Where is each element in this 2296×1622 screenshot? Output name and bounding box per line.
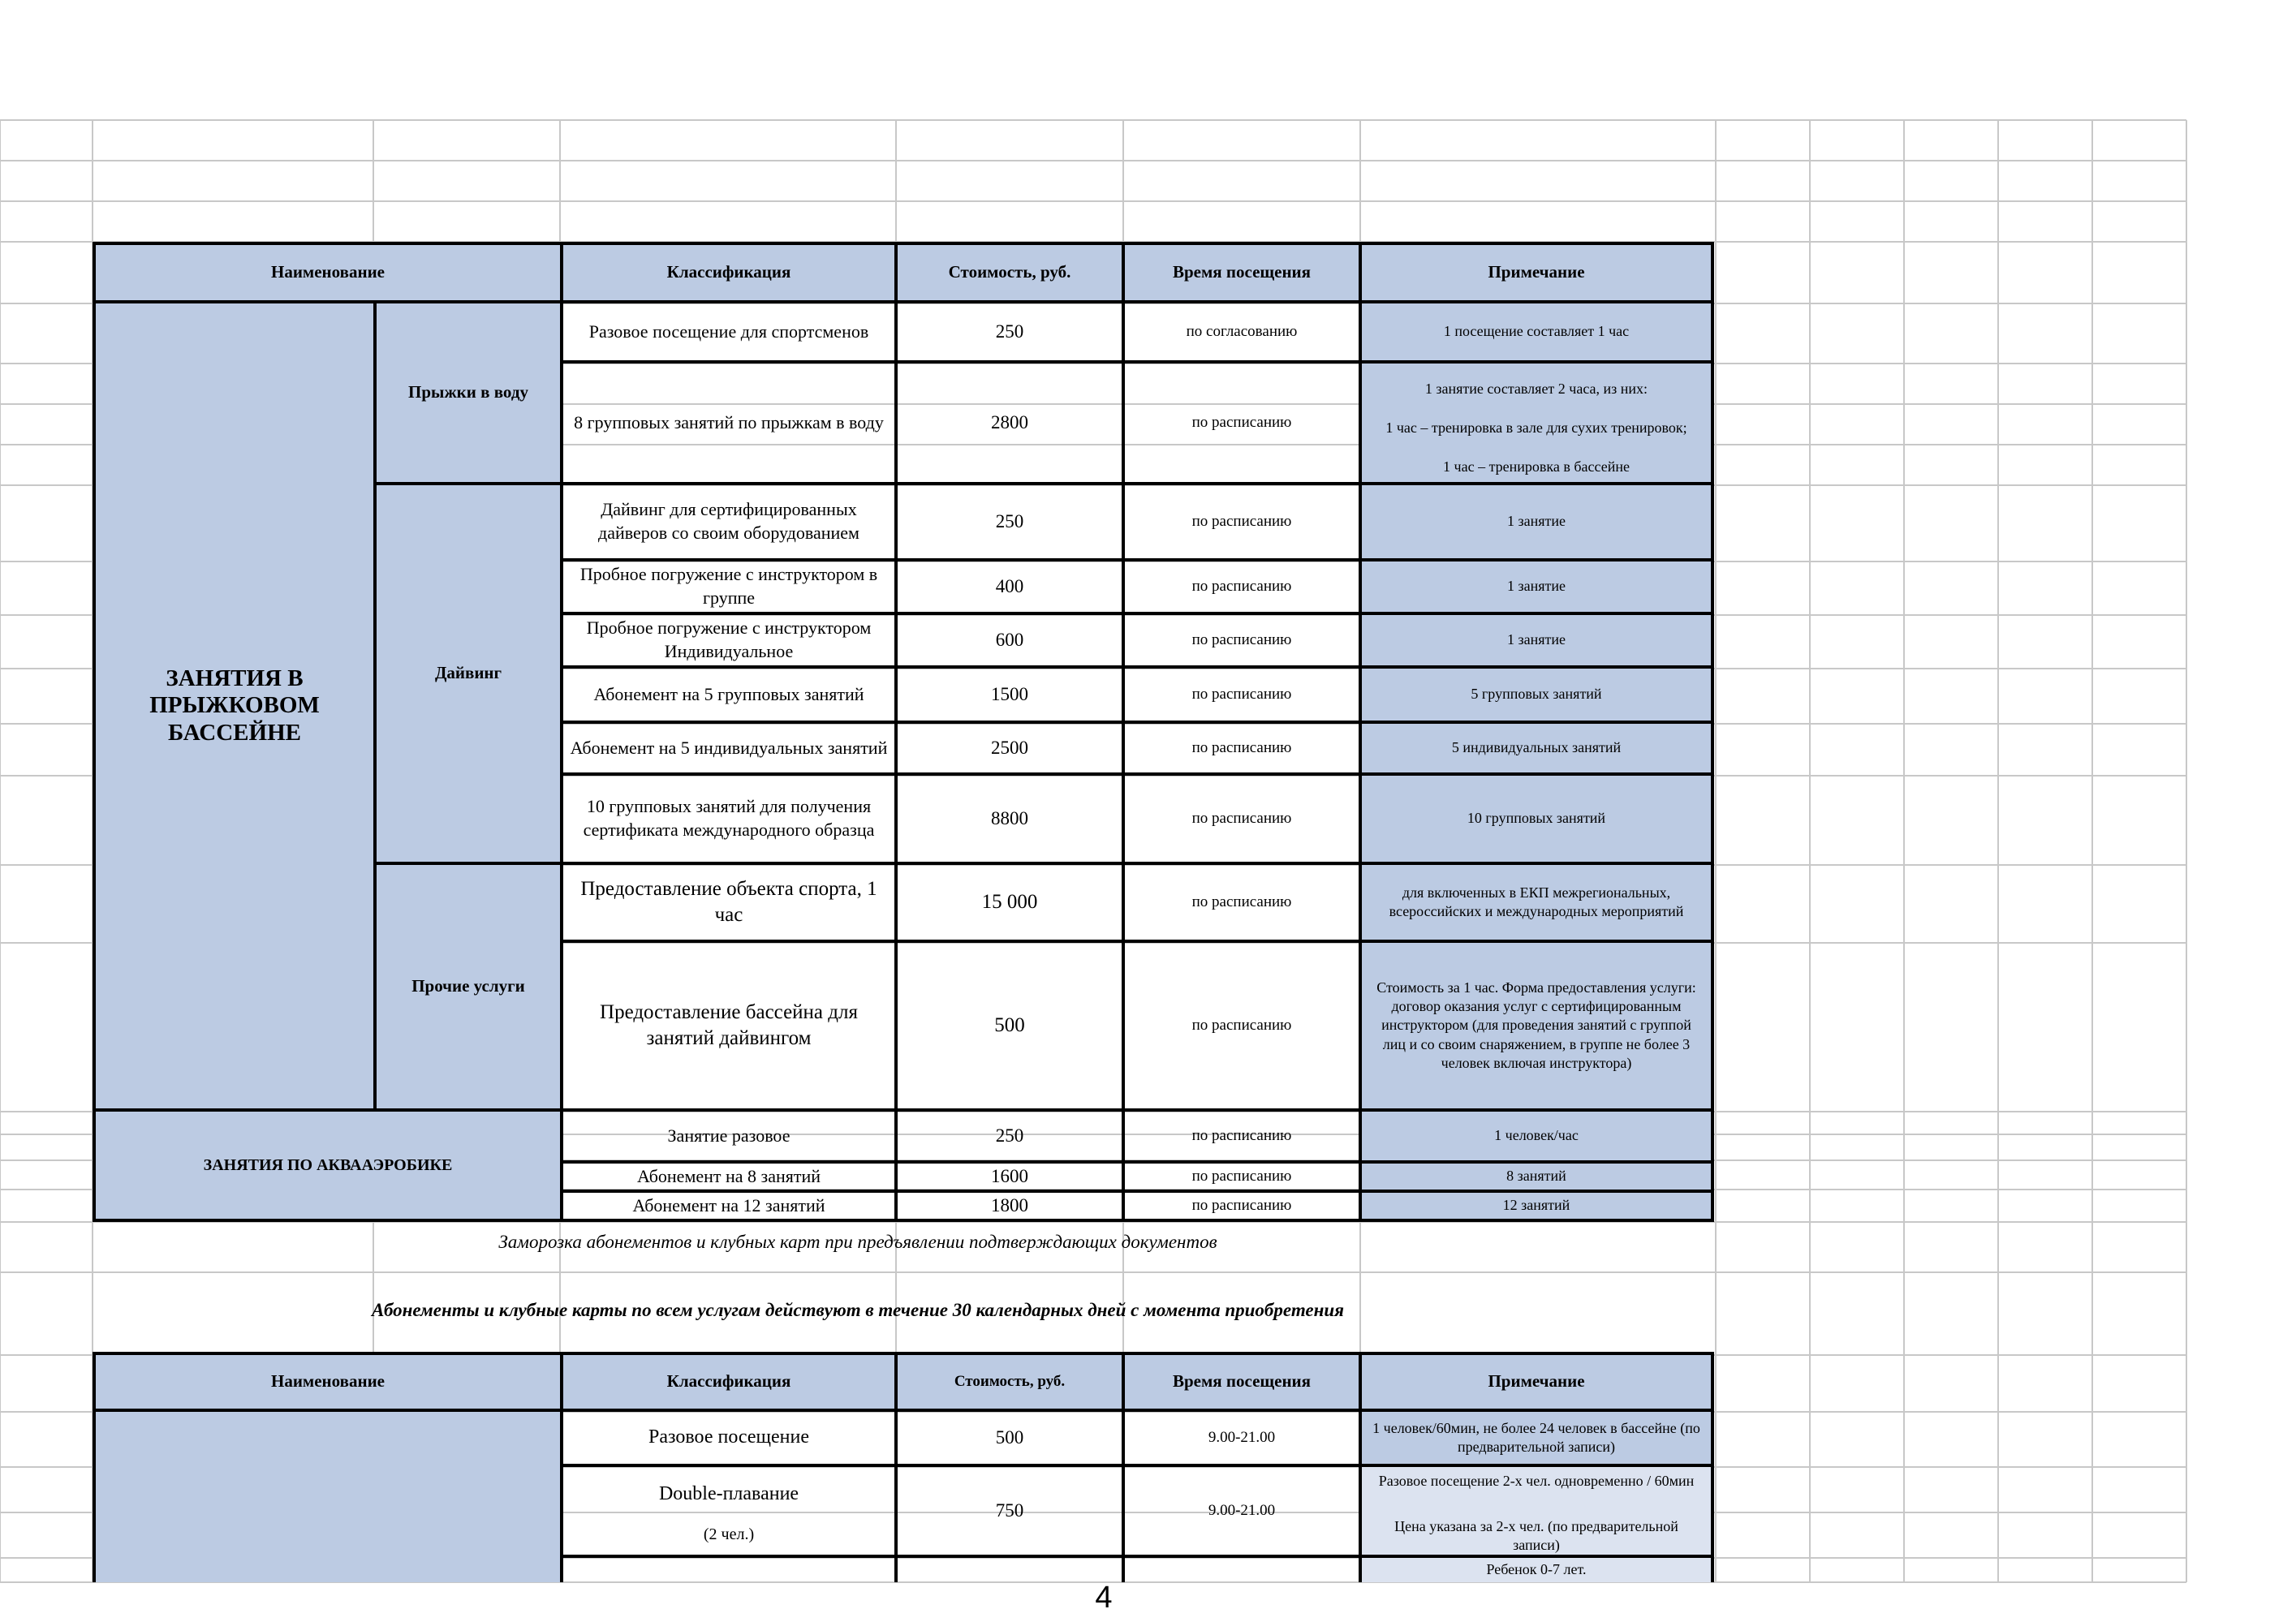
subsection-diving: Дайвинг	[373, 482, 563, 865]
row-cost: 1500	[894, 665, 1125, 724]
row-note: Стоимость за 1 час. Форма предоставления услуги: договор оказания услуг с сертифицированным инструктором (для проведения занятий с группой лиц и со своим снаряжением, в группе не более 3 человек включая инструктора)	[1359, 940, 1714, 1112]
header-classification: Классификация	[560, 242, 898, 303]
row-time: по расписанию	[1122, 612, 1362, 669]
row-time: по расписанию	[1122, 1190, 1362, 1222]
row-cost: 250	[894, 1108, 1125, 1164]
row-note: для включенных в ЕКП межрегиональных, всероссийских и международных мероприятий	[1359, 862, 1714, 943]
row-classification: Абонемент на 12 занятий	[560, 1190, 898, 1222]
row-cost: 8800	[894, 772, 1125, 865]
classification-main: Double-плавание	[658, 1483, 799, 1504]
row-classification	[560, 1464, 898, 1558]
row-note: Ребенок 0-7 лет.	[1359, 1555, 1714, 1582]
row-time: по расписанию	[1122, 558, 1362, 615]
row-note: 1 человек/час	[1359, 1108, 1714, 1164]
header-cost: Стоимость, руб.	[894, 1352, 1125, 1412]
row-classification: Пробное погружение с инструктором Индивидуальное	[560, 612, 898, 669]
row-time: по расписанию	[1122, 862, 1362, 943]
row-note: 1 занятие	[1359, 558, 1714, 615]
section-name-cell	[93, 1409, 563, 1582]
row-time: по согласованию	[1122, 300, 1362, 364]
row-time: по расписанию	[1122, 1160, 1362, 1193]
row-classification: Абонемент на 8 занятий	[560, 1160, 898, 1193]
row-classification: Разовое посещение для спортсменов	[560, 300, 898, 364]
header-note: Примечание	[1359, 1352, 1714, 1412]
row-cost: 1800	[894, 1190, 1125, 1222]
row-classification: Дайвинг для сертифицированных дайверов со своим оборудованием	[560, 482, 898, 561]
row-classification: 8 групповых занятий по прыжкам в воду	[560, 360, 898, 485]
header-name: Наименование	[93, 242, 563, 303]
row-classification: Разовое посещение	[560, 1409, 898, 1467]
section-title-jump-pool: ЗАНЯТИЯ В ПРЫЖКОВОМ БАССЕЙНЕ	[93, 300, 377, 1112]
row-time: по расписанию	[1122, 482, 1362, 561]
row-classification: Абонемент на 5 индивидуальных занятий	[560, 721, 898, 776]
row-classification: Занятие разовое	[560, 1108, 898, 1164]
note-line: 1 час – тренировка в зале для сухих тренировок;	[1385, 419, 1687, 436]
header-name: Наименование	[93, 1352, 563, 1412]
row-cost: 250	[894, 482, 1125, 561]
row-note: 1 человек/60мин, не более 24 человек в бассейне (по предварительной записи)	[1359, 1409, 1714, 1467]
row-cost: 500	[894, 1409, 1125, 1467]
row-time: по расписанию	[1122, 360, 1362, 485]
note-line: 1 занятие составляет 2 часа, из них:	[1424, 381, 1648, 397]
row-time: по расписанию	[1122, 940, 1362, 1112]
row-cost: 500	[894, 940, 1125, 1112]
row-classification: 10 групповых занятий для получения сертификата международного образца	[560, 772, 898, 865]
row-cost: 2800	[894, 360, 1125, 485]
row-cost: 250	[894, 300, 1125, 364]
validity-notice: Абонементы и клубные карты по всем услугам действуют в течение 30 календарных дней с момента приобретения	[371, 1300, 1345, 1320]
subsection-other: Прочие услуги	[373, 862, 563, 1112]
row-time: по расписанию	[1122, 665, 1362, 724]
note-top: Разовое посещение 2-х чел. одновременно / 60мин	[1378, 1473, 1695, 1489]
note-line: 1 час – тренировка в бассейне	[1443, 458, 1630, 475]
row-note	[1359, 360, 1714, 485]
header-cost: Стоимость, руб.	[894, 242, 1125, 303]
row-note: 5 индивидуальных занятий	[1359, 721, 1714, 776]
header-note: Примечание	[1359, 242, 1714, 303]
subsection-diving-jumps: Прыжки в воду	[373, 300, 563, 485]
row-classification	[560, 1555, 898, 1582]
row-cost: 400	[894, 558, 1125, 615]
header-classification: Классификация	[560, 1352, 898, 1412]
row-cost: 15 000	[894, 862, 1125, 943]
row-note: 12 занятий	[1359, 1190, 1714, 1222]
freeze-notice: Заморозка абонементов и клубных карт при предъявлении подтверждающих документов	[498, 1232, 1217, 1252]
row-classification: Пробное погружение с инструктором в группе	[560, 558, 898, 615]
classification-sub: (2 чел.)	[703, 1525, 755, 1543]
row-time: по расписанию	[1122, 721, 1362, 776]
note-bottom: Цена указана за 2-х чел. (по предварительной записи)	[1394, 1518, 1678, 1554]
row-time: 9.00-21.00	[1122, 1464, 1362, 1558]
row-time: 9.00-21.00	[1122, 1409, 1362, 1467]
section-title-aqua-aerobics: ЗАНЯТИЯ ПО АКВААЭРОБИКЕ	[93, 1108, 563, 1222]
row-note: 1 посещение составляет 1 час	[1359, 300, 1714, 364]
row-cost: 1600	[894, 1160, 1125, 1193]
page-number: 4	[1095, 1581, 1113, 1615]
row-note: 10 групповых занятий	[1359, 772, 1714, 865]
row-note	[1359, 1464, 1714, 1558]
row-time	[1122, 1555, 1362, 1582]
row-note: 1 занятие	[1359, 482, 1714, 561]
row-cost: 600	[894, 612, 1125, 669]
row-note: 5 групповых занятий	[1359, 665, 1714, 724]
row-note: 1 занятие	[1359, 612, 1714, 669]
header-time: Время посещения	[1122, 1352, 1362, 1412]
row-cost	[894, 1555, 1125, 1582]
row-time: по расписанию	[1122, 1108, 1362, 1164]
row-cost: 2500	[894, 721, 1125, 776]
row-classification: Абонемент на 5 групповых занятий	[560, 665, 898, 724]
row-note: 8 занятий	[1359, 1160, 1714, 1193]
row-classification: Предоставление объекта спорта, 1 час	[560, 862, 898, 943]
row-classification: Предоставление бассейна для занятий дайвингом	[560, 940, 898, 1112]
row-cost: 750	[894, 1464, 1125, 1558]
header-time: Время посещения	[1122, 242, 1362, 303]
row-time: по расписанию	[1122, 772, 1362, 865]
